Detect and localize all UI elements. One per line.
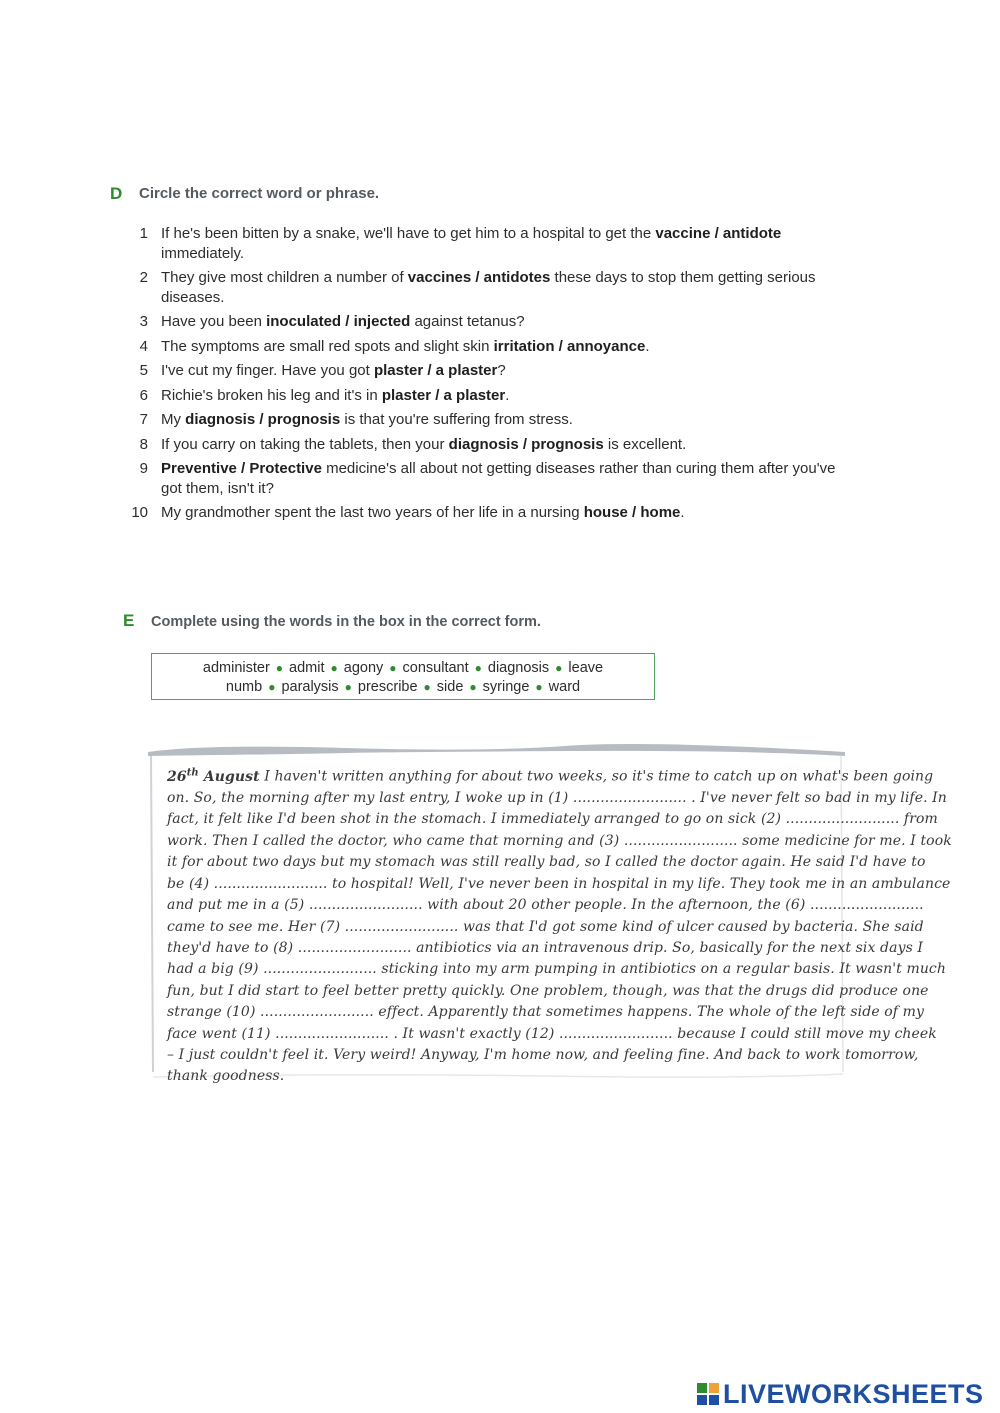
section-d-letter: D xyxy=(110,184,123,203)
item-text: Have you been xyxy=(161,313,267,330)
item-text: medicine's all about not getting diseases rather than curing them after you've got them, isn't it? xyxy=(161,460,836,497)
word-box-row xyxy=(152,678,654,697)
diary-line-text: it for about two days but my stomach was still really bad, so I called the doctor again. He said I'd have to xyxy=(167,854,926,871)
choice-options[interactable]: irritation / annoyance xyxy=(493,337,646,355)
item-text: Richie's broken his leg and it's in xyxy=(161,386,382,404)
bullet-icon: ● xyxy=(474,661,482,675)
diary-line xyxy=(167,981,929,1002)
diary-line xyxy=(167,895,924,916)
word-option: side xyxy=(436,679,464,695)
choice-options[interactable]: plaster / a plaster xyxy=(373,362,498,379)
item-text: . xyxy=(680,504,685,521)
item-text: If you carry on taking the tablets, then your xyxy=(161,435,449,453)
bullet-icon: ● xyxy=(535,680,543,694)
bullet-icon: ● xyxy=(330,661,338,675)
item-text: . xyxy=(505,386,510,404)
bullet-icon: ● xyxy=(268,680,276,694)
diary-date-month: August xyxy=(198,768,260,785)
item-text: ? xyxy=(497,362,506,379)
diary-line xyxy=(167,831,952,852)
diary-line-text: fact, it felt like I'd been shot in the stomach. I immediately arranged to go on sick (2) ......................... from xyxy=(167,811,938,828)
choice-options[interactable]: vaccine / antidote xyxy=(655,225,782,242)
exercise-d-list xyxy=(120,224,840,528)
diary-line-text: on. So, the morning after my last entry, I woke up in (1) ......................... . I've never felt so bad in my life. In xyxy=(167,790,947,807)
item-text: is that you're suffering from stress. xyxy=(340,411,573,428)
exercise-item xyxy=(120,312,840,332)
item-number: 4 xyxy=(139,337,148,355)
item-number: 1 xyxy=(139,225,148,242)
diary-line-text: strange (10) ......................... effect. Apparently that sometimes happens. The whole of the left side of my xyxy=(167,1004,925,1021)
item-text: My grandmother spent the last two years of her life in a nursing xyxy=(161,504,584,521)
diary-line xyxy=(167,1045,919,1066)
diary-line xyxy=(167,1002,925,1023)
exercise-item xyxy=(120,361,840,381)
diary-line xyxy=(167,788,947,809)
item-text: immediately. xyxy=(161,244,245,262)
item-text: The symptoms are small red spots and slight skin xyxy=(161,337,494,355)
diary-line xyxy=(167,809,938,830)
diary-line-text: face went (11) ......................... . It wasn't exactly (12) ......................... because I could still move my cheek xyxy=(167,1025,937,1042)
word-option: administer xyxy=(202,660,270,676)
diary-line-text: fun, but I did start to feel better pretty quickly. One problem, though, was that the drugs did produce one xyxy=(167,982,929,999)
diary-date-suffix: th xyxy=(186,767,199,778)
exercise-item xyxy=(120,268,840,307)
diary-line-text: I haven't written anything for about two weeks, so it's time to catch up on what's been going xyxy=(259,768,934,785)
word-option: leave xyxy=(568,660,604,676)
item-number: 9 xyxy=(139,460,148,477)
word-option: admit xyxy=(289,660,325,676)
exercise-item xyxy=(120,337,840,357)
diary-line-text: – I just couldn't feel it. Very weird! Anyway, I'm home now, and feeling fine. And back to work tomorrow, xyxy=(167,1046,919,1063)
choice-options[interactable]: Preventive / Protective xyxy=(161,460,322,477)
item-text: I've cut my finger. Have you got xyxy=(161,362,374,379)
word-option: paralysis xyxy=(281,679,339,695)
diary-line xyxy=(167,762,934,788)
section-d-instruction: Circle the correct word or phrase. xyxy=(139,185,380,202)
diary-line-text: came to see me. Her (7) ......................... was that I'd got some kind of ulcer caused by bacteria. She said xyxy=(167,918,924,935)
item-text: They give most children a number of xyxy=(161,269,408,286)
diary-line xyxy=(167,852,926,873)
diary-line xyxy=(167,917,924,938)
word-option: prescribe xyxy=(357,679,418,695)
item-text: these days to stop them getting serious diseases. xyxy=(161,269,816,306)
choice-options[interactable]: diagnosis / prognosis xyxy=(448,435,604,453)
diary-line-text: thank goodness. xyxy=(167,1068,285,1085)
exercise-item xyxy=(120,386,840,406)
diary-line-text: and put me in a (5) ......................... with about 20 other people. In the afternoon, the (6) ......................... xyxy=(167,897,924,914)
section-e-letter: E xyxy=(123,611,135,630)
word-option: diagnosis xyxy=(487,660,550,676)
bullet-icon: ● xyxy=(555,661,563,675)
item-text: . xyxy=(645,337,650,355)
choice-options[interactable]: plaster / a plaster xyxy=(381,386,506,404)
exercise-item xyxy=(120,410,840,430)
liveworksheets-logo xyxy=(696,1376,984,1412)
diary-line-text: work. Then I called the doctor, who came that morning and (3) ......................... some medicine for me. I took xyxy=(167,832,952,849)
word-option: numb xyxy=(225,679,263,695)
bullet-icon: ● xyxy=(423,680,431,694)
exercise-item xyxy=(120,435,840,455)
bullet-icon: ● xyxy=(389,661,397,675)
bullet-icon: ● xyxy=(469,680,477,694)
item-text: against tetanus? xyxy=(410,313,525,330)
item-number: 2 xyxy=(139,269,148,286)
section-e-instruction: Complete using the words in the box in the correct form. xyxy=(151,614,541,630)
bullet-icon: ● xyxy=(275,661,284,675)
item-text: is excellent. xyxy=(603,435,687,453)
item-text: If he's been bitten by a snake, we'll have to get him to a hospital to get the xyxy=(161,225,656,242)
logo-text: LIVEWORKSHEETS xyxy=(723,1378,984,1409)
choice-options[interactable]: vaccines / antidotes xyxy=(407,269,551,286)
word-box xyxy=(151,653,655,700)
exercise-item xyxy=(120,503,840,523)
word-box-row xyxy=(152,659,654,678)
item-number: 3 xyxy=(139,313,148,330)
item-number: 8 xyxy=(139,435,148,453)
word-option: ward xyxy=(548,679,581,695)
diary-paper xyxy=(145,742,952,1085)
item-number: 6 xyxy=(139,386,148,404)
diary-line xyxy=(167,1024,937,1045)
item-number: 5 xyxy=(139,362,148,379)
liveworksheets-logo-icon xyxy=(696,1382,720,1406)
choice-options[interactable]: diagnosis / prognosis xyxy=(185,411,341,428)
diary-date xyxy=(167,769,260,785)
exercise-item xyxy=(120,459,840,498)
diary-line xyxy=(167,959,946,980)
word-option: consultant xyxy=(402,660,469,676)
choice-options[interactable]: house / home xyxy=(583,504,681,521)
diary-line xyxy=(167,1066,865,1087)
diary-date-day: 26 xyxy=(167,768,187,785)
diary-line-text: be (4) ......................... to hospital! Well, I've never been in hospital in my life. They took me in an ambulance xyxy=(167,875,951,892)
diary-line xyxy=(167,874,951,895)
choice-options[interactable]: inoculated / injected xyxy=(266,313,411,330)
bullet-icon: ● xyxy=(344,680,352,694)
exercise-item xyxy=(120,224,840,263)
diary-line xyxy=(167,938,924,959)
item-number: 10 xyxy=(131,504,148,521)
word-option: syringe xyxy=(482,679,530,695)
item-number: 7 xyxy=(139,411,148,428)
diary-line-text: had a big (9) ......................... sticking into my arm pumping in antibiotics on a regular basis. It wasn't much xyxy=(167,961,946,978)
diary-line-text: they'd have to (8) ......................... antibiotics via an intravenous drip. So, basically for the next six days I xyxy=(167,939,924,956)
diary-entry xyxy=(167,762,952,1088)
word-option: agony xyxy=(343,660,384,676)
item-text: My xyxy=(161,411,186,428)
